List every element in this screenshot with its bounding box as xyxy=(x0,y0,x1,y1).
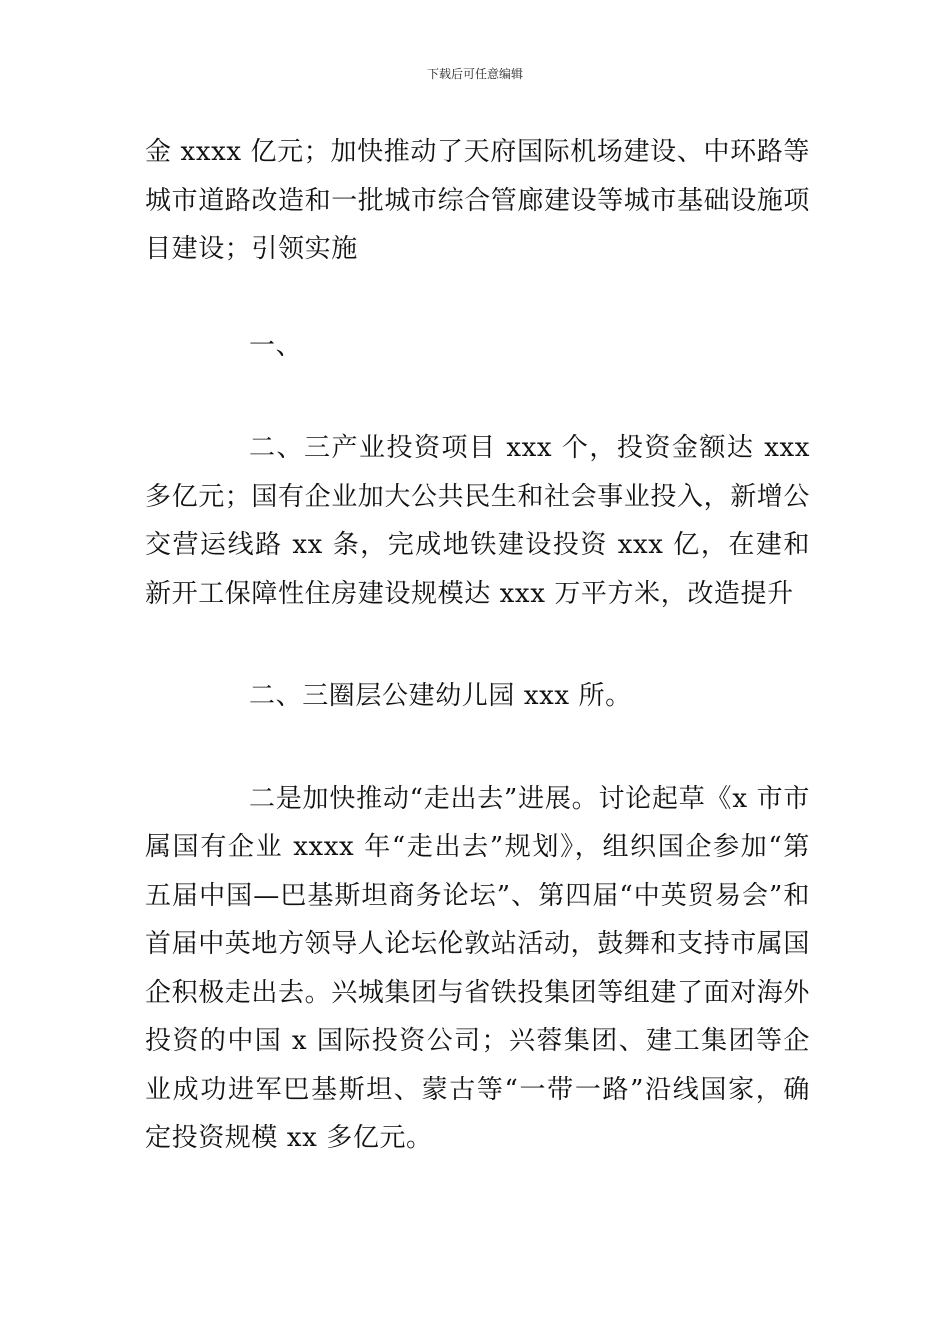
page-header: 下载后可任意编辑 xyxy=(426,67,523,81)
paragraph-4: 二、三圈层公建幼儿园 xxx 所。 xyxy=(249,681,632,711)
paragraph-1: 金 xxxx 亿元；加快推动了天府国际机场建设、中环路等城市道路改造和一批城市综合管廊建设等城市基础设施项目建设；引领实施 xyxy=(145,137,811,264)
paragraph-2: 一、 xyxy=(249,330,303,361)
paragraph-3: 二、三产业投资项目 xxx 个，投资金额达 xxx 多亿元；国有企业加大公共民生和社会事业投入，新增公交营运线路 xx 条，完成地铁建设投资 xxx 亿，在建和新开工保障性住房建设规模达 xxx 万平方米，改造提升 xyxy=(145,433,811,609)
paragraph-5: 二是加快推动“走出去”进展。讨论起草《x 市市属国有企业 xxxx 年“走出去”规划》，组织国企参加“第五届中国—巴基斯坦商务论坛”、第四届“中英贸易会”和首届中英地方领导人论坛伦敦站活动，鼓舞和支持市属国企积极走出去。兴城集团与省铁投集团等组建了面对海外投资的中国 x 国际投资公司；兴蓉集团、建工集团等企业成功进军巴基斯坦、蒙古等“一带一路”沿线国家，确定投资规模 xx 多亿元。 xyxy=(145,783,811,1153)
document-body xyxy=(145,128,810,1163)
